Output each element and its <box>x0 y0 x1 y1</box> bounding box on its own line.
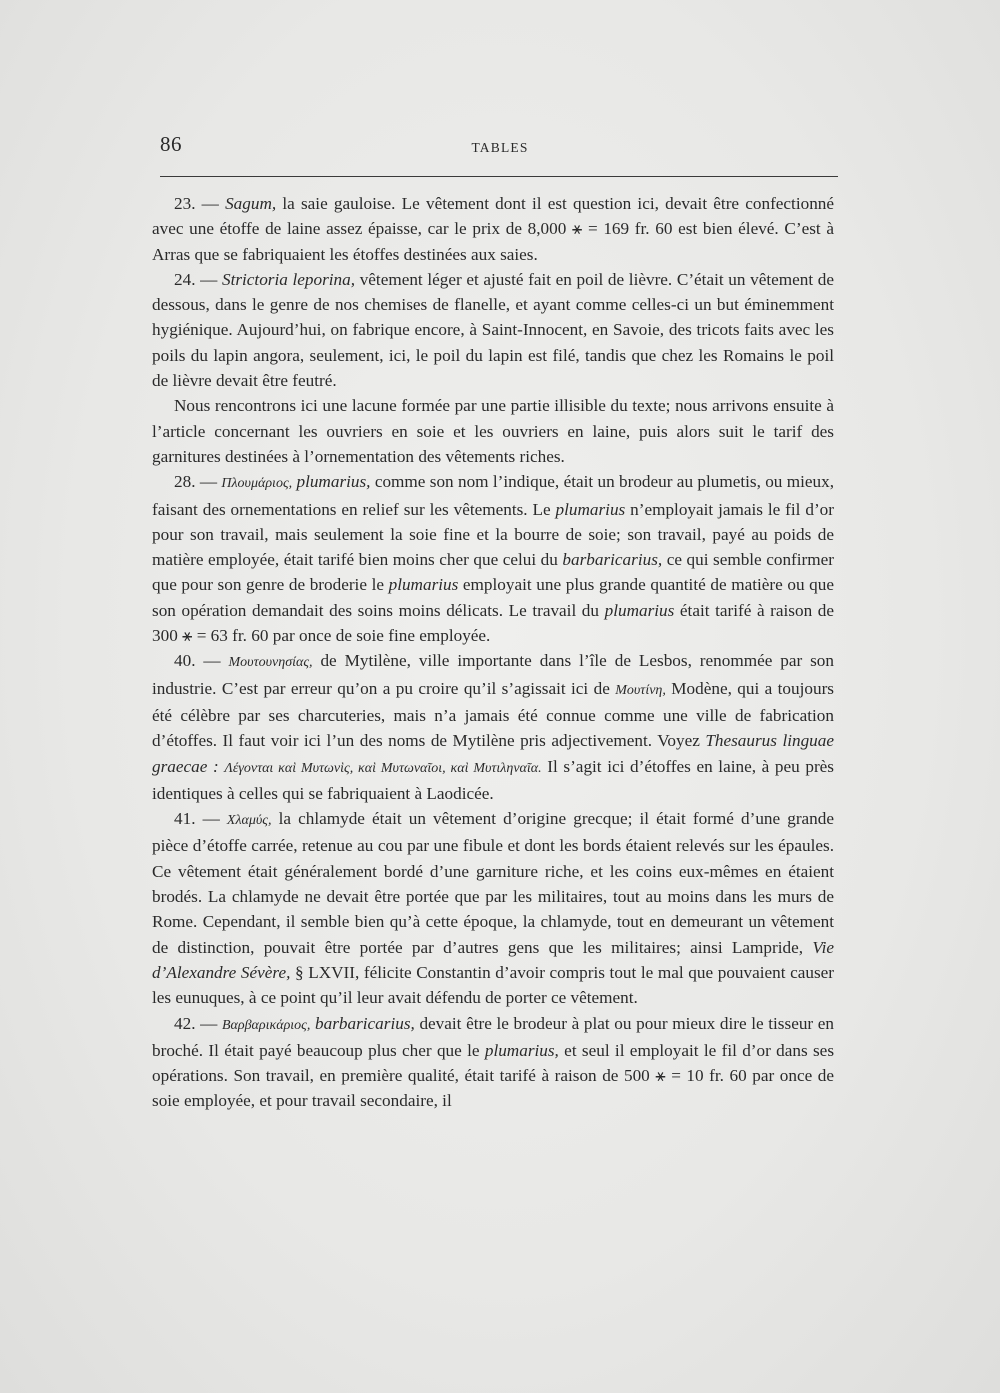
text-run: 28. — <box>174 472 222 492</box>
italic-term: Vie d’Alexandre Sévère, <box>152 937 834 982</box>
greek-term: Πλουμάριος, <box>221 476 293 492</box>
header-rule <box>160 176 838 177</box>
text-run: devait être le brodeur à plat ou pour mieux dire le tisseur en broché. Il était payé beaucoup plus cher que le <box>152 1013 834 1060</box>
text-run: la saie gauloise. Le vêtement dont il est question ici, devait être confectionné avec une étoffe de laine assez épaisse, car le prix de 8,000 ⚹ = 169 fr. 60 est bien élevé. C’est à Arras que se fabriquaient les étoffes destinées aux saies. <box>152 194 835 264</box>
text-run: vêtement léger et ajusté fait en poil de lièvre. C’était un vêtement de dessous, dans le genre de nos chemises de flanelle, et ayant comme celles-ci un but éminemment hygiénique. Aujourd’hui, on fabrique encore, à Saint-Innocent, en Savoie, des tricots faits avec les poils du lapin angora, seulement, ici, le poil du lapin est filé, tandis que chez les Romains le poil de lièvre devait être feutré. <box>152 269 834 391</box>
italic-term: Sagum, <box>225 194 277 213</box>
paragraph <box>152 393 834 469</box>
greek-term: Μουτίνη, <box>615 682 666 698</box>
text-run: 41. — <box>174 809 227 829</box>
paragraph <box>152 1011 834 1114</box>
greek-term: Βαρβαρικάριος, <box>221 1017 311 1033</box>
italic-term: Thesaurus linguae graecae : <box>152 731 834 776</box>
paragraph <box>152 469 834 648</box>
paragraph <box>152 648 834 806</box>
italic-term: barbaricarius, <box>315 1013 415 1033</box>
body-text <box>152 191 834 1114</box>
text-run: 40. — <box>174 651 229 671</box>
running-head <box>160 132 840 162</box>
text-run: Nous rencontrons ici une lacune formée par une partie illisible du texte; nous arrivons ensuite à l’article concernant les ouvriers en soie et les ouvriers en laine, puis alors suit le tarif des garnitures destinées à l’ornementation des vêtements riches. <box>152 396 834 466</box>
italic-term: plumarius, <box>296 472 371 492</box>
text-run: § LXVII, félicite Constantin d’avoir compris tout le mal que pouvaient causer les eunuques, à ce point qu’il leur avait défendu de porter ce vêtement. <box>152 962 835 1008</box>
greek-term: Λέγονται καὶ Μυτωνὶς, καὶ Μυτωναῖοι, καὶ Μυτιληναῖα. <box>224 760 542 776</box>
text-run: Il s’agit ici d’étoffes en laine, à peu près identiques à celles qui se fabriquaient à Laodicée. <box>152 756 834 803</box>
italic-term: plumarius <box>604 600 675 620</box>
italic-term: plumarius <box>388 575 459 595</box>
italic-term: barbaricarius, <box>562 550 663 570</box>
paragraph <box>152 806 834 1010</box>
text-run: 24. — <box>174 269 222 289</box>
text-run: de Mytilène, ville importante dans l’île de Lesbos, renommée par son industrie. C’est par erreur qu’on a pu croire qu’il s’agissait ici de <box>152 651 834 698</box>
page-number: 86 <box>160 132 182 156</box>
text-run: ce qui semble confirmer que pour son genre de broderie le <box>152 550 834 595</box>
text-run: la chlamyde était un vêtement d’origine grecque; il était formé d’une grande pièce d’étoffe carrée, retenue au cou par une fibule et dont les bords étaient relevés sur les épaules. Ce vêtement était généralement bordé d’une garniture riche, et les coins eux-mêmes en étaient brodés. La chlamyde ne devait être portée que par les militaires, tout au moins dans les murs de Rome. Cependant, il semble bien qu’à cette époque, la chlamyde, tout en demeurant un vêtement de distinction, pouvait être portée par d’autres gens que les militaires; ainsi Lampride, <box>152 809 834 957</box>
text-run: comme son nom l’indique, était un brodeur au plumetis, ou mieux, faisant des ornementations en relief sur les vêtements. Le <box>152 472 834 519</box>
paragraph <box>152 267 834 393</box>
text-run: Modène, qui a toujours été célèbre par ses charcuteries, mais n’a jamais été connue comme une ville de fabrication d’étoffes. Il faut voir ici l’un des noms de Mytilène pris adjectivement. Voyez <box>152 678 834 751</box>
text-run: n’employait jamais le fil d’or pour son travail, mais seulement la soie fine et la bourre de soie; son travail, payé au poids de matière employée, était tarifé bien moins cher que celui du <box>152 499 834 570</box>
paragraph <box>152 191 834 267</box>
text-run: et seul il employait le fil d’or dans ses opérations. Son travail, en première qualité, était tarifé à raison de 500 ⚹ = 10 fr. 60 par once de soie employée, et pour travail secondaire, il <box>152 1040 835 1111</box>
text-run: 23. — <box>174 194 226 213</box>
italic-term: plumarius <box>555 499 626 519</box>
greek-term: Μουτουνησίας, <box>228 655 313 671</box>
text-run: employait une plus grande quantité de matière ou que son opération demandait des soins moins délicats. Le travail du <box>152 575 834 620</box>
text-run: était tarifé à raison de 300 ⚹ = 63 fr. 60 par once de soie fine employée. <box>152 600 834 646</box>
italic-term: Strictoria leporina, <box>221 269 356 289</box>
text-run: 42. — <box>174 1013 222 1033</box>
greek-term: Χλαμύς, <box>226 813 272 829</box>
italic-term: plumarius, <box>484 1040 559 1060</box>
running-title: TABLES <box>471 140 529 155</box>
